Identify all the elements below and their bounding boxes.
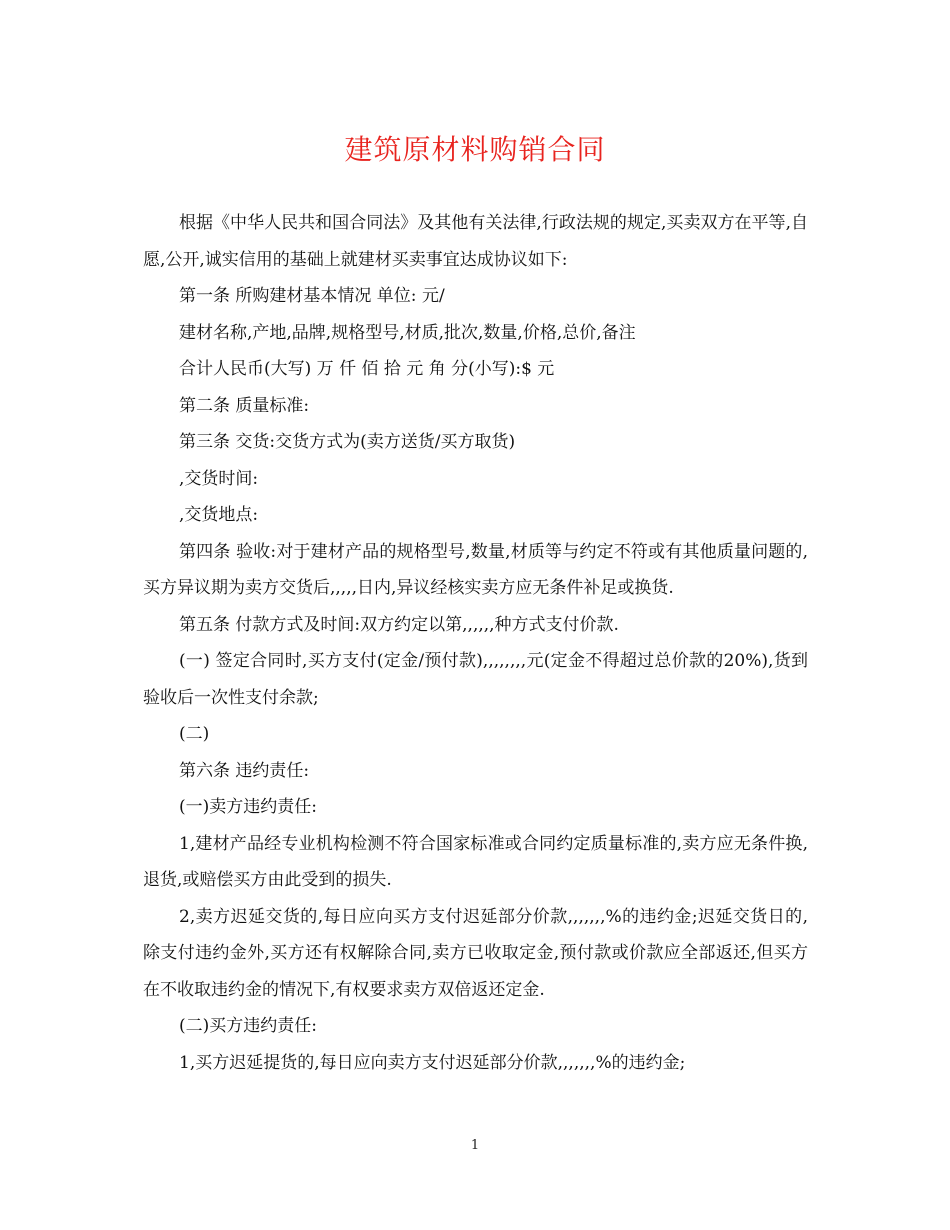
paragraph-delivery-time: ,交货时间: [179,468,259,489]
paragraph-article-3: 第三条 交货:交货方式为(卖方送货/买方取货) [179,432,516,452]
paragraph-article-1: 第一条 所购建材基本情况 单位: 元/ [179,286,445,306]
document-title: 建筑原材料购销合同 [344,133,606,166]
paragraph-seller-item-1: 1,建材产品经专业机构检测不符合国家标准或合同约定质量标准的,卖方应无条件换,退货,或赔偿买方由此受到的损失. [143,833,808,890]
paragraph-article-2: 第二条 质量标准: [179,395,310,416]
paragraph-payment-2: (二) [179,724,210,744]
paragraph-article-6: 第六条 违约责任: [179,760,310,781]
paragraph-material-fields: 建材名称,产地,品牌,规格型号,材质,批次,数量,价格,总价,备注 [179,322,636,343]
paragraph-buyer-liability: (二)买方违约责任: [179,1016,317,1036]
page-number: 1 [470,1138,480,1153]
paragraph-delivery-place: ,交货地点: [179,505,259,525]
paragraph-preamble: 根据《中华人民共和国合同法》及其他有关法律,行政法规的规定,买卖双方在平等,自愿,公开,诚实信用的基础上就建材买卖事宜达成协议如下: [143,213,808,270]
paragraph-payment-1: (一) 签定合同时,买方支付(定金/预付款),,,,,,,,元(定金不得超过总价款的20%),货到验收后一次性支付余款; [143,651,808,708]
paragraph-seller-liability: (一)卖方违约责任: [179,797,317,817]
paragraph-seller-item-2: 2,卖方迟延交货的,每日应向买方支付迟延部分价款,,,,,,,%的违约金;迟延交货日的,除支付违约金外,买方还有权解除合同,卖方已收取定金,预付款或价款应全部返还,但买方在不收取违约金的情况下,有权要求卖方双倍返还定金. [143,906,808,1000]
paragraph-buyer-item-1: 1,买方迟延提货的,每日应向卖方支付迟延部分价款,,,,,,,%的违约金; [179,1052,686,1073]
document-body [143,205,808,1081]
paragraph-article-4: 第四条 验收:对于建材产品的规格型号,数量,材质等与约定不符或有其他质量问题的,买方异议期为卖方交货后,,,,,日内,异议经核实卖方应无条件补足或换货. [143,541,808,598]
paragraph-total-amount: 合计人民币(大写) 万 仟 佰 拾 元 角 分(小写):$ 元 [179,359,555,379]
paragraph-article-5: 第五条 付款方式及时间:双方约定以第,,,,,,种方式支付价款. [179,614,619,635]
